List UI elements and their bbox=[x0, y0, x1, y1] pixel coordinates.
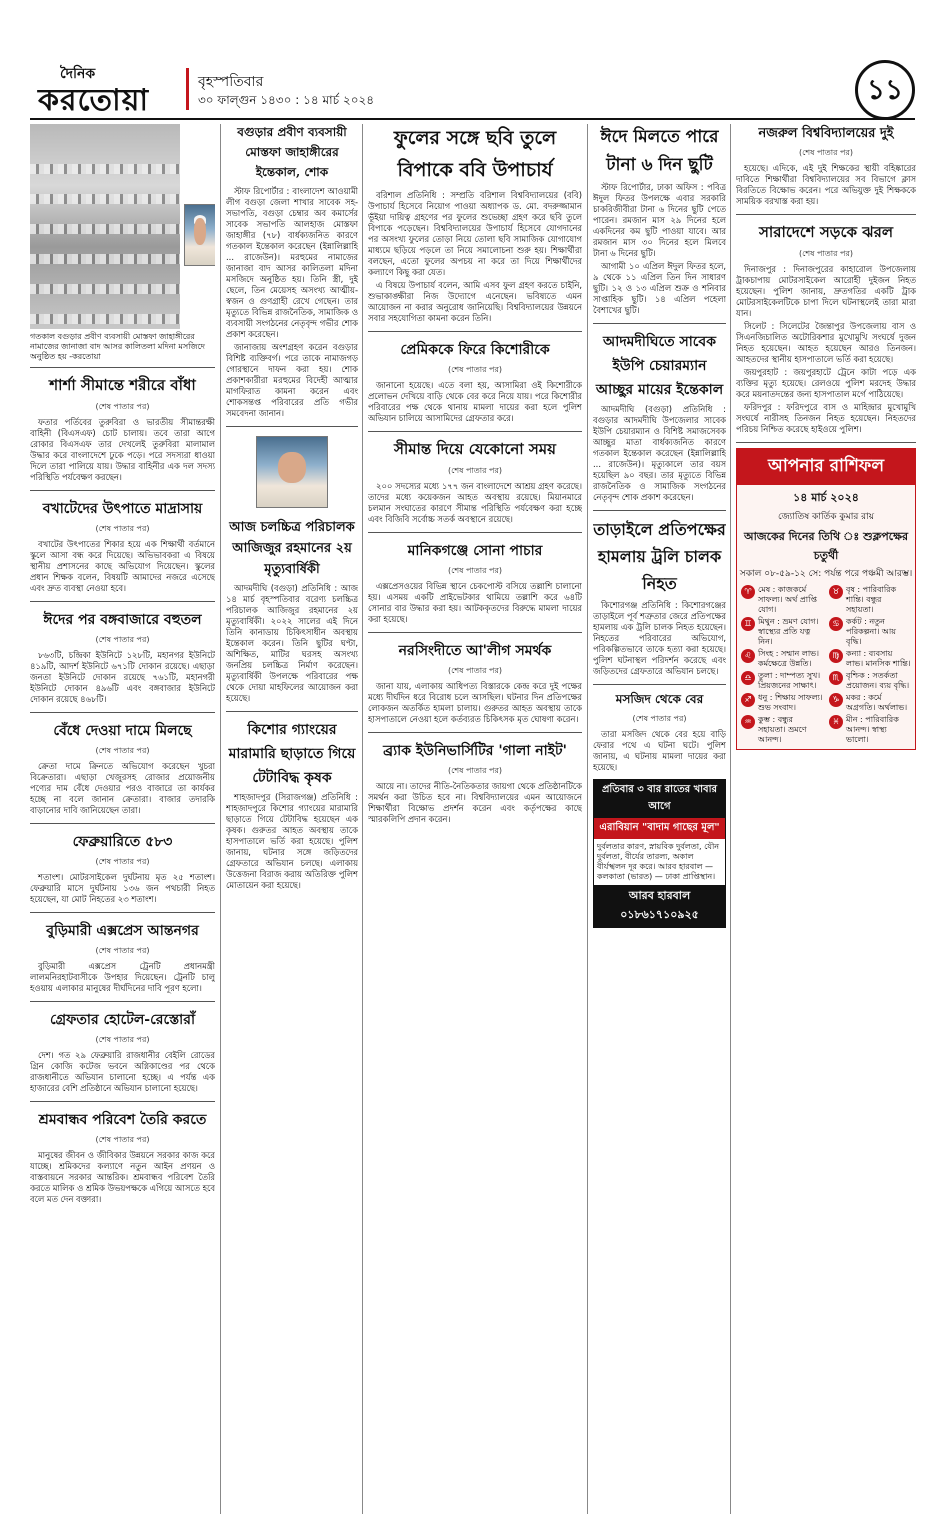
article-body: তারা মসজিদ থেকে বের হয়ে বাড়ি ফেরার পথে এ ঘটনা ঘটে। পুলিশ জানায়, এ ঘটনায় মামলা দায়ের করা হয়েছে। bbox=[593, 729, 726, 772]
zodiac-item bbox=[829, 693, 911, 713]
article-body: জানা যায়, এলাকায় আধিপত্য বিস্তারকে কেন্দ্র করে দুই পক্ষের মধ্যে দীর্ঘদিন ধরে বিরোধ চলে আসছিল। ঘটনার দিন প্রতিপক্ষের লোকজন অতর্কিত হামলা চালায়। গুরুতর আহত অবস্থায় তাকে হাসপাতালে নেওয়া হলে কর্তব্যরত চিকিৎসক মৃত ঘোষণা করেন। bbox=[368, 681, 582, 724]
headline: নরসিংদীতে আ'লীগ সমর্থক bbox=[398, 643, 552, 659]
continued-note: (শেষ পাতার পর) bbox=[95, 857, 150, 866]
article-body: দিনাজপুর : দিনাজপুরের কাহারোল উপজেলায় ট্রাকচাপায় মোটরসাইকেল আরোহী দুইজন নিহত হয়েছেন। পুলিশ জানায়, দ্রুতগতির একটি ট্রাক মোটরসাইকেলটিকে চাপা দিলে ঘটনাস্থলেই তারা মারা যান। সিলেট : সিলেটের জৈন্তাপুর উপজেলায় বাস ও সিএনজিচালিত অটোরিকশার মুখোমুখি সংঘর্ষে দুজন নিহত হয়েছেন। আহত হয়েছেন আরও তিনজন। আহতদের স্থানীয় হাসপাতালে ভর্তি করা হয়েছে। জয়পুরহাট : জয়পুরহাটে ট্রেনে কাটা পড়ে এক ব্যক্তির মৃত্যু হয়েছে। রেলওয়ে পুলিশ মরদেহ উদ্ধার করে ময়নাতদন্তের জন্য হাসপাতাল মর্গে পাঠিয়েছে। ফরিদপুর : ফরিদপুরে বাস ও মাহিন্দ্রার মুখোমুখি সংঘর্ষে নারীসহ তিনজন নিহত হয়েছেন। নিহতদের পরিচয় নিশ্চিত করেছে হাইওয়ে পুলিশ। bbox=[736, 264, 916, 434]
zodiac-icon: ♈ bbox=[741, 585, 755, 599]
headline: বেঁধে দেওয়া দামে মিলছে bbox=[53, 723, 192, 739]
zodiac-item bbox=[741, 617, 823, 647]
horoscope-date: ১৪ মার্চ ২০২৪ bbox=[793, 491, 859, 504]
continued-note: (শেষ পাতার পর) bbox=[95, 1035, 150, 1044]
column-5 bbox=[736, 124, 916, 1514]
horoscope-title: আপনার রাশিফল bbox=[737, 449, 915, 485]
headline: ঈদের পর বঙ্গবাজারে বহুতল bbox=[43, 612, 202, 628]
zodiac-item bbox=[741, 585, 823, 615]
zodiac-text: ধনু : শিক্ষায় সাফল্য। শুভ সংবাদ। bbox=[758, 693, 823, 712]
column-4 bbox=[593, 124, 726, 1514]
masthead-divider bbox=[186, 68, 189, 110]
horoscope-box bbox=[736, 448, 916, 750]
headline: মসজিদ থেকে বের bbox=[615, 692, 704, 706]
continued-note: (শেষ পাতার পর) bbox=[447, 466, 503, 475]
article-body: আয়ে না। তাদের নীতি-নৈতিকতার জায়গা থেকে প্রতিষ্ঠানটিকে সমর্থন করা উচিত হবে না। বিশ্ববিদ্যালয়ের এমন আয়োজনে শিক্ষার্থীরা বিক্ষোভ প্রদর্শন করেন এবং কর্তৃপক্ষের কাছে স্মারকলিপি প্রদান করেন। bbox=[368, 781, 582, 824]
continued-note: (শেষ পাতার পর) bbox=[95, 635, 150, 644]
article-body: জানানো হয়েছে। এতে বলা হয়, আসামিরা ওই কিশোরীকে প্রলোভন দেখিয়ে বাড়ি থেকে বের করে নিয়ে যায়। পরে কিশোরীর পরিবারের পক্ষ থেকে থানায় মামলা দায়ের করা হলে পুলিশ অভিযান চালিয়ে আসামিদের গ্রেফতার করে। bbox=[368, 380, 582, 423]
zodiac-icon: ♊ bbox=[741, 617, 755, 631]
masthead-rule bbox=[30, 118, 915, 120]
masthead-date: ৩০ ফাল্গুন ১৪৩০ : ১৪ মার্চ ২০২৪ bbox=[198, 93, 375, 107]
zodiac-text: মেষ : কাজকর্মে সাফল্য। অর্থ প্রাপ্তি যোগ। bbox=[758, 585, 817, 614]
article-body: মানুষের জীবন ও জীবিকার উন্নয়নে সরকার কাজ করে যাচ্ছে। শ্রমিকদের কল্যাণে নতুন আইন প্রণয়ন ও বাস্তবায়নে সরকার আন্তরিক। শ্রমবান্ধব পরিবেশ তৈরি করতে মালিক ও শ্রমিক উভয়পক্ষকে এগিয়ে আসতে হবে বলে মত দেন বক্তারা। bbox=[30, 1150, 215, 1204]
headline: বুড়িমারী এক্সপ্রেস আন্তনগর bbox=[46, 923, 199, 939]
continued-note: (শেষ পাতার পর) bbox=[95, 1135, 150, 1144]
page-number: ১১ bbox=[855, 60, 915, 120]
zodiac-text: মিথুন : ভ্রমণ যোগ। স্বাস্থ্যের প্রতি যত্ন নিন। bbox=[758, 617, 819, 646]
continued-note: (শেষ পাতার পর) bbox=[798, 148, 854, 157]
continued-note: (শেষ পাতার পর) bbox=[95, 746, 150, 755]
zodiac-item bbox=[741, 715, 823, 745]
continued-note: (শেষ পাতার পর) bbox=[447, 365, 503, 374]
zodiac-item bbox=[829, 617, 911, 647]
zodiac-icon: ♋ bbox=[829, 617, 843, 631]
headline: নজরুল বিশ্ববিদ্যালয়ের দুই bbox=[758, 126, 894, 141]
column-rule bbox=[362, 124, 363, 1514]
horoscope-tithi: আজকের দিনের তিথি ঃ শুক্লপক্ষের চতুর্থী bbox=[743, 530, 909, 562]
zodiac-text: কুম্ভ : বন্ধুর সহায়তা। ভ্রমণে আনন্দ। bbox=[758, 715, 807, 744]
continued-note: (শেষ পাতার পর) bbox=[95, 524, 150, 533]
ad-body: দুর্বলতার কারণ, স্নায়বিক দুর্বলতা, যৌন দুর্বলতা, বীর্যের তারল্য, অকাল বীর্যস্খলন দূর করে। আরব হারবাল — কলকাতা (ভারত) — ঢাকা প্রাপ্তিস্থান। bbox=[597, 842, 720, 881]
headline: শ্রমবান্ধব পরিবেশ তৈরি করতে bbox=[38, 1112, 207, 1128]
headline: ফেব্রুয়ারিতে ৫৮৩ bbox=[72, 834, 173, 850]
zodiac-item bbox=[829, 649, 911, 669]
horoscope-tithi-time: সকাল ০৮-৫৯-১২ সে: পর্যন্ত পরে পঞ্চমী আরম্ভ। bbox=[739, 569, 913, 579]
headline: শার্শা সীমান্তে শরীরে বাঁধা bbox=[49, 376, 196, 394]
logo-small: দৈনিক bbox=[60, 66, 96, 82]
article-body: স্টাফ রিপোর্টার : বাংলাদেশ আওয়ামী লীগ বগুড়া জেলা শাখার সাবেক সহ-সভাপতি, বগুড়া চেম্বার অব কমার্সের সাবেক সভাপতি আলহাজ মোস্তফা জাহাঙ্গীর (৭৮) বার্ধক্যজনিত কারণে গতকাল ইন্তেকাল করেছেন (ইন্নালিল্লাহি ... রাজেউন)। মরহুমের নামাজের জানাজা বাদ আসর কালিতলা মদিনা মসজিদে অনুষ্ঠিত হয়। তিনি স্ত্রী, দুই ছেলে, তিন মেয়েসহ অসংখ্য আত্মীয়-স্বজন ও গুণগ্রাহী রেখে গেছেন। তার মৃত্যুতে বিভিন্ন রাজনৈতিক, সামাজিক ও ব্যবসায়ী সংগঠনের নেতৃবৃন্দ গভীর শোক প্রকাশ করেছেন। জানাজায় অংশগ্রহণ করেন বগুড়ার বিশিষ্ট ব্যক্তিবর্গ। পরে তাকে নামাজগড় গোরস্থানে দাফন করা হয়। শোক প্রকাশকারীরা মরহুমের বিদেহী আত্মার মাগফিরাত কামনা করেন এবং শোকসন্তপ্ত পরিবারের প্রতি গভীর সমবেদনা জানান। bbox=[226, 186, 358, 418]
article-body: বরিশাল প্রতিনিধি : সম্প্রতি বরিশাল বিশ্ববিদ্যালয়ের (ববি) উপাচার্য হিসেবে নিয়োগ পাওয়া অধ্যাপক ড. মো. বদরুজ্জামান ভূঁইয়া দায়িত্ব গ্রহণের পর ফুলের শুভেচ্ছা গ্রহণ করে ছবি তুলে বিপাকে পড়েছেন। বিশ্ববিদ্যালয়ের উপাচার্য হিসেবে যোগদানের পর অসংখ্য ফুলের তোড়া নিয়ে তোলা ছবি সামাজিক যোগাযোগ মাধ্যমে ছড়িয়ে পড়লে তা নিয়ে সমালোচনা শুরু হয়। শিক্ষার্থীরা বলছেন, এতো ফুলের অপচয় না করে তা দিয়ে শিক্ষার্থীদের কল্যাণে কিছু করা যেত। এ বিষয়ে উপাচার্য বলেন, আমি এসব ফুল গ্রহণ করতে চাইনি, শুভাকাঙ্ক্ষীরা নিজ উদ্যোগে এনেছেন। ভবিষ্যতে এমন আয়োজন না করার অনুরোধ জানিয়েছি। বিশ্ববিদ্যালয়ের উন্নয়নে সবার সহযোগিতা কামনা করেন তিনি। bbox=[368, 190, 582, 323]
logo: করতোয়া bbox=[38, 83, 150, 118]
column-rule bbox=[730, 124, 731, 1514]
zodiac-icon: ♒ bbox=[741, 715, 755, 729]
headline: ঈদে মিলতে পারে টানা ৬ দিন ছুটি bbox=[600, 127, 719, 175]
headline: আজ চলচ্চিত্র পরিচালক আজিজুর রহমানের ২য় মৃত্যুবার্ষিকী bbox=[229, 520, 355, 577]
headline: তাড়াইলে প্রতিপক্ষের হামলায় ট্রলি চালক নিহত bbox=[593, 520, 726, 593]
article-body: হয়েছে। এদিকে, এই দুই শিক্ষকের স্থায়ী বহিষ্কারের দাবিতে শিক্ষার্থীরা বিশ্ববিদ্যালয়ের সব বিভাগে ক্লাস বিরতিতে বিক্ষোভ করেন। পরে অভিযুক্ত দুই শিক্ষককে সাময়িক বরখাস্ত করা হয়। bbox=[736, 163, 916, 206]
zodiac-text: কন্যা : ব্যবসায় লাভ। মানসিক শান্তি। bbox=[846, 649, 911, 668]
zodiac-item bbox=[829, 585, 911, 615]
zodiac-icon: ♍ bbox=[829, 649, 843, 663]
article-body: শাহজাদপুর (সিরাজগঞ্জ) প্রতিনিধি : শাহজাদপুরে কিশোর গ্যাংয়ের মারামারি ছাড়াতে গিয়ে টেটাবিদ্ধ হয়েছেন এক কৃষক। গুরুতর আহত অবস্থায় তাকে হাসপাতালে ভর্তি করা হয়েছে। পুলিশ জানায়, ঘটনার সঙ্গে জড়িতদের গ্রেফতারে অভিযান চলছে। এলাকায় উত্তেজনা বিরাজ করায় অতিরিক্ত পুলিশ মোতায়েন করা হয়েছে। bbox=[226, 792, 358, 890]
lead-headline: ফুলের সঙ্গে ছবি তুলে বিপাকে ববি উপাচার্য bbox=[393, 127, 557, 181]
zodiac-text: সিংহ : সম্মান লাভ। কর্মক্ষেত্রে উন্নতি। bbox=[758, 649, 819, 668]
continued-note: (শেষ পাতার পর) bbox=[798, 249, 854, 258]
ad-title: এরাবিয়ান "বাদাম গাছের মূল" bbox=[594, 818, 725, 839]
headline: কিশোর গ্যাংয়ের মারামারি ছাড়াতে গিয়ে টেটাবিদ্ধ কৃষক bbox=[228, 722, 356, 786]
director-portrait bbox=[256, 436, 328, 508]
article-body: আদমদীঘি (বগুড়া) প্রতিনিধি : আজ ১৪ মার্চ বৃহস্পতিবার বরেণ্য চলচ্চিত্র পরিচালক আজিজুর রহমানের ২য় মৃত্যুবার্ষিকী। ২০২২ সালের এই দিনে তিনি কানাডায় চিকিৎসাধীন অবস্থায় ইন্তেকাল করেন। তিনি ছুটির ঘণ্টা, অশিক্ষিত, মাটির ঘরসহ অসংখ্য জনপ্রিয় চলচ্চিত্র নির্মাণ করেছেন। মৃত্যুবার্ষিকী উপলক্ষে পরিবারের পক্ষ থেকে দোয়া মাহফিলের আয়োজন করা হয়েছে। bbox=[226, 583, 358, 703]
article-body: আদমদীঘি (বগুড়া) প্রতিনিধি : বগুড়ার আদমদীঘি উপজেলার সাবেক ইউপি চেয়ারম্যান ও বিশিষ্ট সমাজসেবক আচ্ছুর মাতা বার্ধক্যজনিত কারণে গতকাল ইন্তেকাল করেছেন (ইন্নালিল্লাহি ... রাজেউন)। মৃত্যুকালে তার বয়স হয়েছিল ৯০ বছর। তার মৃত্যুতে বিভিন্ন রাজনৈতিক ও সামাজিক সংগঠনের নেতৃবৃন্দ শোক প্রকাশ করেছেন। bbox=[593, 404, 726, 502]
continued-note: (শেষ পাতার পর) bbox=[95, 402, 150, 411]
headline: বগুড়ার প্রবীণ ব্যবসায়ী মোস্তফা জাহাঙ্গীরের ইন্তেকাল, শোক bbox=[237, 125, 347, 179]
zodiac-icon: ♐ bbox=[741, 693, 755, 707]
herbal-ad bbox=[593, 779, 726, 928]
masthead bbox=[0, 0, 945, 118]
zodiac-text: বৃশ্চিক : সতর্কতা প্রয়োজন। ব্যয় বৃদ্ধি। bbox=[846, 671, 910, 690]
zodiac-text: মীন : পারিবারিক আনন্দ। স্বাস্থ্য ভালো। bbox=[846, 715, 899, 744]
zodiac-list bbox=[737, 585, 915, 745]
masthead-day: বৃহস্পতিবার bbox=[198, 74, 264, 90]
zodiac-text: বৃষ : পারিবারিক শান্তি। বন্ধুর সহায়তা। bbox=[846, 585, 897, 614]
zodiac-text: কর্কট : নতুন পরিকল্পনা। আয় বৃদ্ধি। bbox=[846, 617, 896, 646]
headline: প্রেমিককে ফিরে কিশোরীকে bbox=[400, 342, 550, 358]
article-body: দেশ। গত ২৯ ফেব্রুয়ারি রাজধানীর বেইলি রোডের গ্রিন কোজি কটেজ ভবনে অগ্নিকাণ্ডের পর থেকে রাজধানীতে অভিযান চালানো হচ্ছে। এ পর্যন্ত এক হাজারের বেশি প্রতিষ্ঠানে অভিযান চালানো হয়েছে। bbox=[30, 1050, 215, 1093]
photo-caption: গতকাল বগুড়ার প্রবীণ ব্যবসায়ী মোস্তফা জাহাঙ্গীরের নামাজের জানাজা বাদ আসর কালিতলা মদিনা মসজিদে অনুষ্ঠিত হয় -করতোয়া bbox=[30, 332, 205, 361]
article-body: ফতার পর্তিবের তুরুবিরা ও ভারতীয় সীমান্তরক্ষী বাহিনী (বিএসএফ) চোট চালায়। তবে তারা আগে রোকার বিএসএফ তার দেখলেই তুরুবিরা মালামাল উদ্ধার করে বাংলাদেশে ঢুকে পড়ে। পরে সদস্যরা ধাওয়া দিলে তারা পালিয়ে যায়। উদ্ধার বাহিনীর এক দল সদস্য পরিস্থিতি পর্যবেক্ষণ করছেন। bbox=[30, 417, 215, 482]
continued-note: (শেষ পাতার পর) bbox=[447, 666, 503, 675]
funeral-photo bbox=[30, 124, 180, 329]
zodiac-item bbox=[829, 715, 911, 745]
article-body: ৮৬৩টি, চন্দ্রিকা ইউনিটে ১২৮টি, মহানগর ইউনিটে ৪১৯টি, আদর্শ ইউনিটে ৬৭১টি দোকান রয়েছে। এছাড়া জনতা ইউনিটে দোকান রয়েছে ৭৬১টি, মহানগরী ইউনিটে দোকান ৪৯৬টি এবং বঙ্গবাজার ইউনিটে দোকান রয়েছে ৪৬৮টি। bbox=[30, 650, 215, 704]
continued-note: (শেষ পাতার পর) bbox=[632, 714, 687, 723]
headline: আদমদীঘিতে সাবেক ইউপি চেয়ারম্যান আচ্ছুর মায়ের ইন্তেকাল bbox=[595, 334, 724, 398]
zodiac-icon: ♏ bbox=[829, 671, 843, 685]
article-body: ২০০ সদস্যের মধ্যে ১৭৭ জন বাংলাদেশে আশ্রয় গ্রহণ করেছে। তাদের মধ্যে কয়েকজন আহত অবস্থায় রয়েছে। মিয়ানমারে চলমান সংঘাতের কারণে সীমান্ত পরিস্থিতি পর্যবেক্ষণ করা হচ্ছে এবং বিজিবি সর্বোচ্চ সতর্ক অবস্থানে রয়েছে। bbox=[368, 481, 582, 524]
zodiac-text: তুলা : দাম্পত্য সুখ। প্রিয়জনের সাক্ষাৎ। bbox=[758, 671, 821, 690]
zodiac-icon: ♎ bbox=[741, 671, 755, 685]
article-body: এক্সপ্রেসওয়ের বিভিন্ন স্থানে চেকপোস্ট বসিয়ে তল্লাশি চালানো হয়। এসময় একটি প্রাইভেটকার থামিয়ে তল্লাশি করে ৬৪টি সোনার বার উদ্ধার করা হয়। আটককৃতদের বিরুদ্ধে মামলা দায়ের করা হয়েছে। bbox=[368, 581, 582, 624]
article-body: শতাংশ। মোটরসাইকেল দুর্ঘটনায় মৃত ২৫ শতাংশ। ফেব্রুয়ারি মাসে দুর্ঘটনায় ১৩৬ জন পথচারী নিহত হয়েছেন, যা মোট নিহতের ২৩ শতাংশ। bbox=[30, 872, 215, 904]
article-body: ক্রেতা দামে ক্রিনতে অভিযোগ করেছেন খুচরা বিক্রেতারা। এছাড়া খেজুরসহ রোজার প্রয়োজনীয় পণ্যের দাম বেঁধে দেওয়ার পরও বাজারে তা কার্যকর হচ্ছে না বলে জানান ক্রেতারা। বাজার তদারকি বাড়ানোর দাবি জানিয়েছেন তারা। bbox=[30, 761, 215, 815]
zodiac-item bbox=[741, 693, 823, 713]
article-body: বখাটের উৎপাতের শিকার হয়ে এক শিক্ষার্থী বর্তমানে স্কুলে আসা বন্ধ করে দিয়েছে। অভিভাবকরা এ বিষয়ে স্থানীয় প্রশাসনের কাছে অভিযোগ দিয়েছেন। স্কুলের প্রধান শিক্ষক বলেন, বিষয়টি আমাদের নজরে এসেছে এবং দ্রুত ব্যবস্থা নেওয়া হবে। bbox=[30, 539, 215, 593]
horoscope-author: জ্যোতিষ কার্তিক কুমার রায় bbox=[777, 512, 875, 522]
headline: বখাটেদের উৎপাতে মাদ্রাসায় bbox=[42, 501, 203, 517]
headline: মানিকগঞ্জে সোনা পাচার bbox=[407, 543, 543, 559]
zodiac-item bbox=[741, 649, 823, 669]
headline: সীমান্ত দিয়ে যেকোনো সময় bbox=[394, 440, 556, 458]
article-body: বুড়িমারী এক্সপ্রেস ট্রেনটি প্রধানমন্ত্রী লালমনিরহাটবাসীকে উপহার দিয়েছেন। ট্রেনটি চালু হওয়ায় এলাকার মানুষের দীর্ঘদিনের দাবি পূরণ হলো। bbox=[30, 961, 215, 993]
zodiac-item bbox=[829, 671, 911, 691]
column-rule bbox=[587, 124, 588, 1514]
zodiac-icon: ♉ bbox=[829, 585, 843, 599]
zodiac-icon: ♌ bbox=[741, 649, 755, 663]
headline: গ্রেফতার হোটেল-রেস্তোরাঁ bbox=[49, 1012, 196, 1028]
zodiac-icon: ♓ bbox=[829, 715, 843, 729]
article-body: কিশোরগঞ্জ প্রতিনিধি : কিশোরগঞ্জের তাড়াইলে পূর্ব শত্রুতার জেরে প্রতিপক্ষের হামলায় এক ট্রলি চালক নিহত হয়েছেন। নিহতের পরিবারের অভিযোগ, পরিকল্পিতভাবে তাকে হত্যা করা হয়েছে। পুলিশ ঘটনাস্থল পরিদর্শন করেছে এবং জড়িতদের গ্রেফতারে অভিযান চলছে। bbox=[593, 600, 726, 676]
column-2 bbox=[226, 124, 358, 1514]
ad-head: প্রতিবার ৩ বার রাতের খাবার আগে bbox=[594, 780, 725, 818]
zodiac-icon: ♑ bbox=[829, 693, 843, 707]
headline: ব্র্যাক ইউনিভার্সিটির 'গালা নাইট' bbox=[383, 743, 567, 759]
column-rule bbox=[220, 124, 221, 1514]
headline: সারাদেশে সড়কে ঝরল bbox=[758, 223, 894, 241]
zodiac-item bbox=[741, 671, 823, 691]
ad-phone: আরব হারবাল ০১৮৬১৭১০৯২৫ bbox=[594, 885, 725, 927]
column-1 bbox=[30, 124, 215, 1514]
continued-note: (শেষ পাতার পর) bbox=[95, 946, 150, 955]
zodiac-text: মকর : কর্মে অগ্রগতি। অর্থলাভ। bbox=[846, 693, 908, 712]
continued-note: (শেষ পাতার পর) bbox=[447, 566, 503, 575]
inset-portrait bbox=[184, 204, 215, 266]
continued-note: (শেষ পাতার পর) bbox=[447, 766, 503, 775]
column-3 bbox=[368, 124, 582, 1514]
article-body: স্টাফ রিপোর্টার, ঢাকা অফিস : পবিত্র ঈদুল ফিতর উপলক্ষে এবার সরকারি চাকরিজীবীরা টানা ৬ দিনের ছুটি পেতে পারেন। রমজান মাস ২৯ দিনের হলে একদিনের কম ছুটি পাওয়া যাবে। আর রমজান মাস ৩০ দিনের হলে মিলবে টানা ৬ দিনের ছুটি। আগামী ১০ এপ্রিল ঈদুল ফিতর হলে, ৯ থেকে ১১ এপ্রিল তিন দিন সাধারণ ছুটি। ১২ ও ১৩ এপ্রিল শুক্র ও শনিবার সাপ্তাহিক ছুটি। ১৪ এপ্রিল পহেলা বৈশাখের ছুটি। bbox=[593, 182, 726, 315]
